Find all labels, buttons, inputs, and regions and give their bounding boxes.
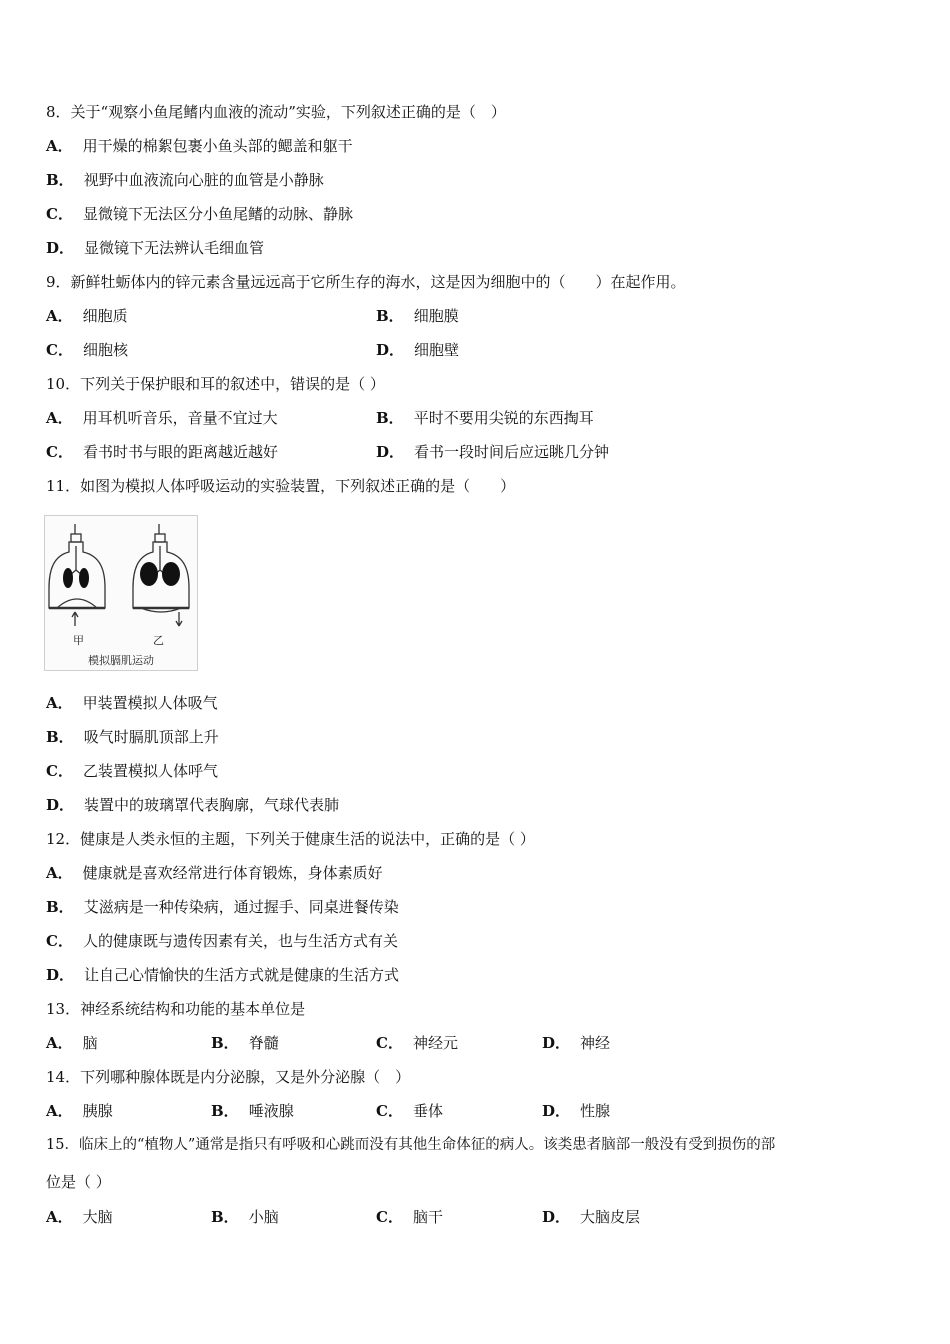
question-8-option-c[interactable] (46, 204, 353, 224)
option-text: 胰腺 (82, 1102, 113, 1120)
question-11-option-b[interactable] (46, 727, 219, 747)
question-10-option-d[interactable] (376, 442, 609, 462)
option-text: 唾液腺 (248, 1102, 294, 1120)
option-text: 性腺 (580, 1102, 611, 1120)
option-text: 神经元 (412, 1034, 458, 1052)
option-text: 大脑皮层 (580, 1208, 641, 1226)
option-label: C． (46, 762, 73, 780)
option-text: 细胞壁 (414, 341, 460, 359)
question-9-option-d[interactable] (376, 340, 459, 360)
question-14-stem: 14．下列哪种腺体既是内分泌腺，又是外分泌腺（ ） (46, 1068, 411, 1086)
question-8-option-b[interactable] (46, 170, 324, 190)
question-8-option-d[interactable] (46, 238, 264, 258)
option-label: D． (46, 239, 75, 257)
option-label: A． (46, 1208, 73, 1226)
question-15-option-d[interactable] (542, 1207, 640, 1227)
option-text: 平时不要用尖锐的东西掏耳 (413, 409, 594, 427)
left-lung-small (63, 568, 73, 588)
option-label: C． (376, 1102, 403, 1120)
question-10-option-b[interactable] (376, 408, 594, 428)
question-15-option-c[interactable] (376, 1207, 443, 1227)
option-label: A． (46, 694, 73, 712)
option-label: B． (211, 1208, 239, 1226)
option-label: C． (46, 341, 73, 359)
option-text: 细胞核 (82, 341, 128, 359)
option-text: 大脑 (82, 1208, 113, 1226)
option-text: 脑 (82, 1034, 98, 1052)
question-14-option-b[interactable] (211, 1101, 294, 1121)
option-label: B． (376, 307, 404, 325)
figure-label-jia: 甲 (73, 634, 84, 647)
option-text: 用干燥的棉絮包裹小鱼头部的鳃盖和躯干 (82, 137, 353, 155)
option-label: A． (46, 409, 73, 427)
question-9-option-c[interactable] (46, 340, 128, 360)
question-13-stem: 13．神经系统结构和功能的基本单位是 (46, 1000, 306, 1018)
left-lung-large (140, 562, 158, 586)
question-10-option-a[interactable] (46, 408, 278, 428)
option-label: D． (46, 796, 75, 814)
question-11-option-d[interactable] (46, 795, 339, 815)
option-label: B． (46, 171, 74, 189)
option-label: C． (376, 1034, 403, 1052)
question-12-option-a[interactable] (46, 863, 383, 883)
question-9-option-b[interactable] (376, 306, 459, 326)
question-11-option-a[interactable] (46, 693, 218, 713)
question-12-option-d[interactable] (46, 965, 399, 985)
option-label: B． (211, 1102, 239, 1120)
option-text: 看书一段时间后应远眺几分钟 (414, 443, 610, 461)
question-15-option-a[interactable] (46, 1207, 113, 1227)
question-11-stem: 11．如图为模拟人体呼吸运动的实验装置，下列叙述正确的是（ ） (46, 477, 516, 495)
question-14-option-d[interactable] (542, 1101, 610, 1121)
option-label: D． (376, 341, 405, 359)
option-label: A． (46, 137, 73, 155)
option-label: C． (46, 932, 73, 950)
option-text: 甲装置模拟人体吸气 (82, 694, 218, 712)
option-label: D． (46, 966, 75, 984)
option-label: D． (376, 443, 405, 461)
option-label: A． (46, 307, 73, 325)
question-10-stem: 10．下列关于保护眼和耳的叙述中，错误的是（ ） (46, 375, 385, 393)
option-text: 脑干 (412, 1208, 443, 1226)
question-15-stem-continued: 位是（ ） (46, 1173, 111, 1191)
option-text: 小脑 (248, 1208, 279, 1226)
right-lung-large (162, 562, 180, 586)
option-text: 细胞膜 (413, 307, 459, 325)
option-label: B． (46, 728, 74, 746)
option-label: C． (46, 443, 73, 461)
option-text: 显微镜下无法区分小鱼尾鳍的动脉、静脉 (82, 205, 353, 223)
option-label: D． (542, 1208, 571, 1226)
question-8-stem: 8．关于“观察小鱼尾鳍内血液的流动”实验，下列叙述正确的是（ ） (46, 103, 506, 121)
option-label: C． (46, 205, 73, 223)
option-label: B． (46, 898, 74, 916)
jar-left (49, 524, 105, 626)
question-12-stem: 12．健康是人类永恒的主题，下列关于健康生活的说法中，正确的是（ ） (46, 830, 535, 848)
question-12-option-c[interactable] (46, 931, 398, 951)
question-12-option-b[interactable] (46, 897, 399, 917)
option-text: 艾滋病是一种传染病，通过握手、同桌进餐传染 (83, 898, 399, 916)
question-13-option-c[interactable] (376, 1033, 458, 1053)
bell-jar-diagram (45, 516, 197, 670)
question-9-stem: 9．新鲜牡蛎体内的锌元素含量远远高于它所生存的海水，这是因为细胞中的（ ）在起作用。 (46, 273, 686, 291)
option-text: 健康就是喜欢经常进行体育锻炼，身体素质好 (82, 864, 383, 882)
option-label: D． (542, 1102, 571, 1120)
question-15-option-b[interactable] (211, 1207, 279, 1227)
option-text: 吸气时膈肌顶部上升 (83, 728, 219, 746)
option-label: A． (46, 1034, 73, 1052)
option-text: 神经 (580, 1034, 611, 1052)
option-text: 乙装置模拟人体呼气 (82, 762, 218, 780)
question-9-option-a[interactable] (46, 306, 128, 326)
option-text: 垂体 (412, 1102, 443, 1120)
option-label: C． (376, 1208, 403, 1226)
figure-label-yi: 乙 (153, 634, 164, 647)
option-label: D． (542, 1034, 571, 1052)
question-13-option-a[interactable] (46, 1033, 98, 1053)
option-label: A． (46, 1102, 73, 1120)
option-text: 装置中的玻璃罩代表胸廓，气球代表肺 (84, 796, 340, 814)
right-lung-small (79, 568, 89, 588)
option-text: 看书时书与眼的距离越近越好 (82, 443, 278, 461)
figure-caption: 模拟膈肌运动 (88, 654, 154, 667)
question-13-option-d[interactable] (542, 1033, 610, 1053)
option-label: B． (211, 1034, 239, 1052)
option-text: 用耳机听音乐，音量不宜过大 (82, 409, 278, 427)
option-text: 人的健康既与遗传因素有关，也与生活方式有关 (82, 932, 398, 950)
option-text: 显微镜下无法辨认毛细血管 (84, 239, 265, 257)
question-14-option-c[interactable] (376, 1101, 443, 1121)
question-14-option-a[interactable] (46, 1101, 113, 1121)
question-10-option-c[interactable] (46, 442, 278, 462)
breathing-model-figure (44, 515, 198, 671)
question-15-stem: 15．临床上的“植物人”通常是指只有呼吸和心跳而没有其他生命体征的病人。该类患者脑部一般没有受到损伤的部 (46, 1137, 776, 1153)
option-label: B． (376, 409, 404, 427)
question-8-option-a[interactable] (46, 136, 353, 156)
question-13-option-b[interactable] (211, 1033, 279, 1053)
option-text: 视野中血液流向心脏的血管是小静脉 (83, 171, 324, 189)
option-label: A． (46, 864, 73, 882)
option-text: 让自己心情愉快的生活方式就是健康的生活方式 (84, 966, 400, 984)
option-text: 脊髓 (248, 1034, 279, 1052)
option-text: 细胞质 (82, 307, 128, 325)
question-11-option-c[interactable] (46, 761, 218, 781)
